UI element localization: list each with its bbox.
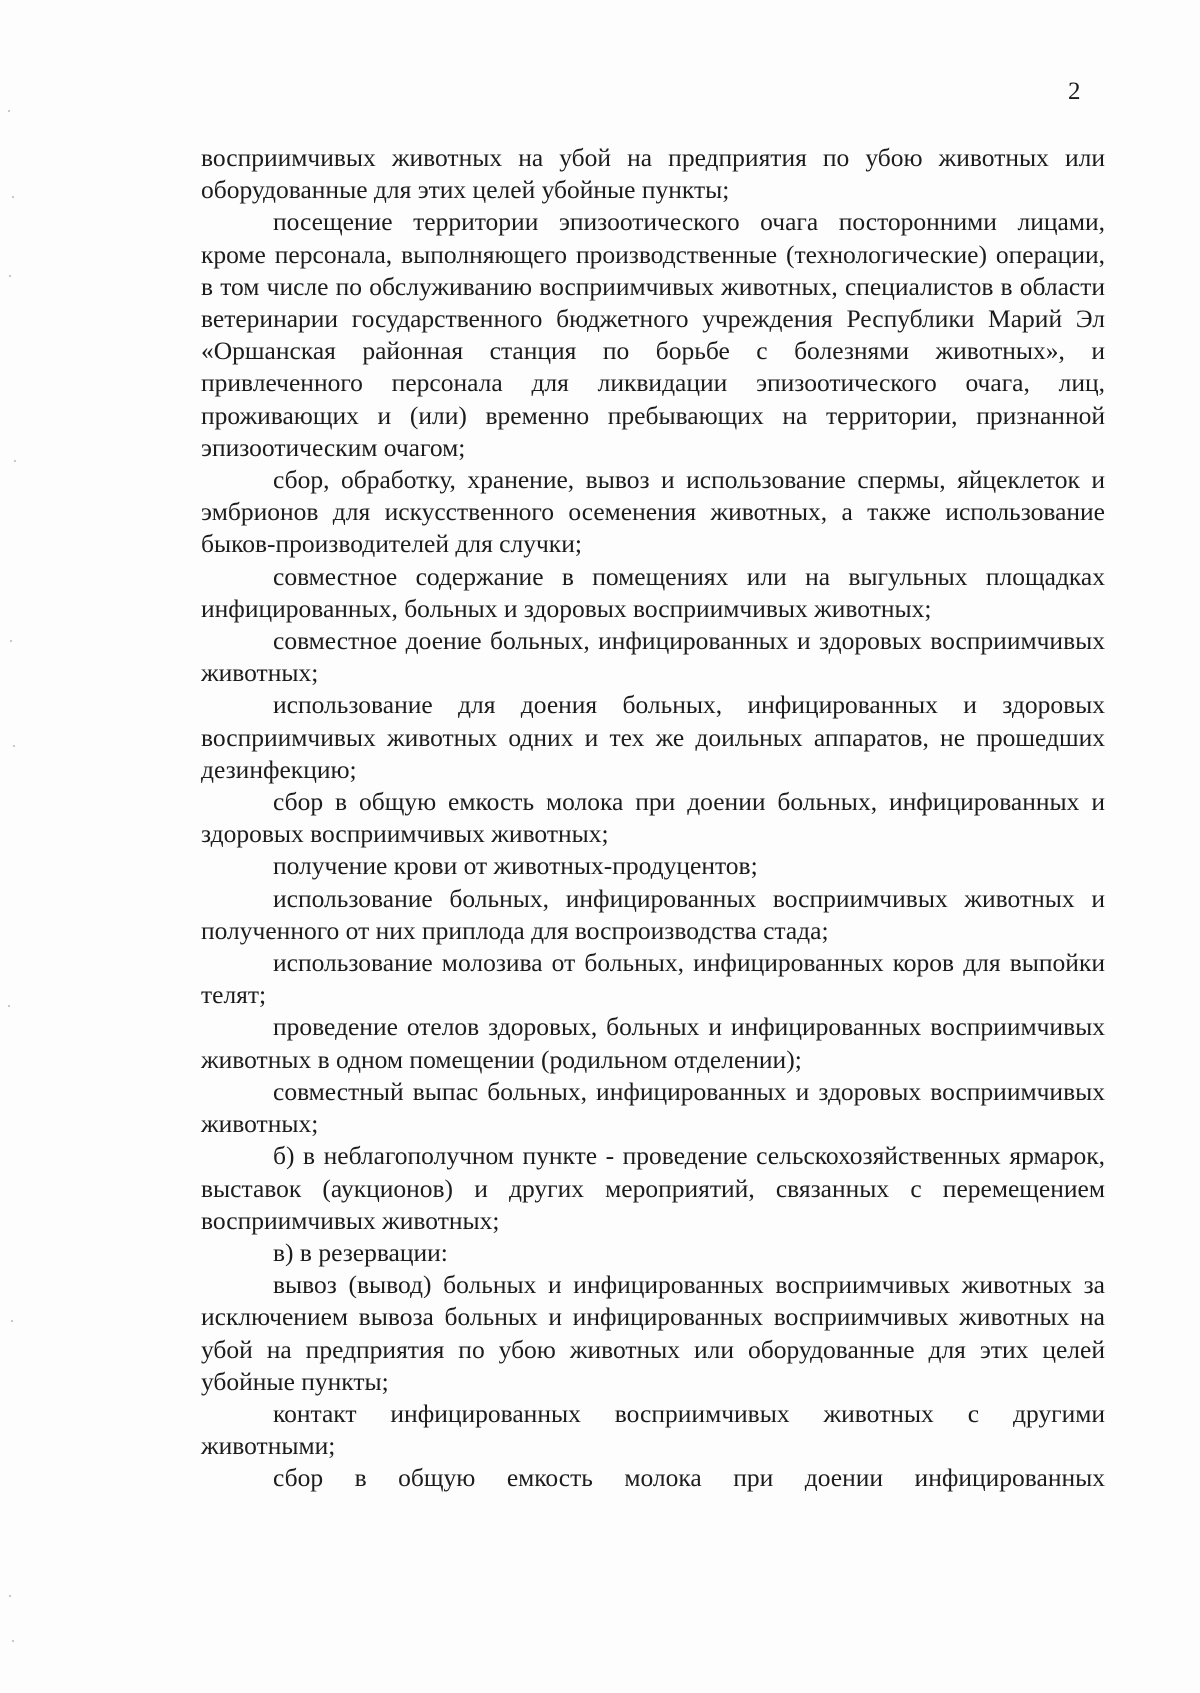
paragraph-visit-restriction: посещение территории эпизоотического очага посторонними лицами, кроме персонала, выполняющего производственные (технологические) операции, в том числе по обслуживанию восприимчивых животных, специалистов в области ветеринарии государственного бюджетного учреждения Республики Марий Эл «Оршанская районная станция по борьбе с болезнями животных», и привлеченного персонала для ликвидации эпизоотического очага, лиц, проживающих и (или) временно пребывающих на территории, признанной эпизоотическим очагом;: [201, 207, 1105, 462]
paragraph-semen-collection: сбор, обработку, хранение, вывоз и использование спермы, яйцеклеток и эмбрионов для искусственного осеменения животных, а также использование быков-производителей для случки;: [201, 465, 1105, 559]
paragraph-item-b: б) в неблагополучном пункте - проведение сельскохозяйственных ярмарок, выставок (аукционов) и других мероприятий, связанных с перемещением восприимчивых животных;: [201, 1141, 1105, 1235]
paragraph-colostrum: использование молозива от больных, инфицированных коров для выпойки телят;: [201, 948, 1105, 1010]
paragraph-calving: проведение отелов здоровых, больных и инфицированных восприимчивых животных в одном помещении (родильном отделении);: [201, 1012, 1105, 1074]
paragraph-item-v: в) в резервации:: [273, 1237, 448, 1267]
paragraph-contact: контакт инфицированных восприимчивых животных с другими животными;: [201, 1398, 1105, 1461]
paragraph-joint-milking: совместное доение больных, инфицированных и здоровых восприимчивых животных;: [201, 626, 1105, 688]
paragraph-milk-collection-reservation: сбор в общую емкость молока при доении инфицированных: [273, 1463, 1105, 1493]
document-body: [201, 142, 1105, 1495]
page-number: 2: [1068, 78, 1081, 105]
paragraph-continuation: восприимчивых животных на убой на предприятия по убою животных или оборудованные для этих целей убойные пункты;: [201, 143, 1105, 205]
paragraph-joint-keeping: совместное содержание в помещениях или на выгульных площадках инфицированных, больных и здоровых восприимчивых животных;: [201, 561, 1105, 623]
paragraph-blood-collection: получение крови от животных-продуцентов;: [273, 851, 758, 881]
paragraph-milking-machines: использование для доения больных, инфицированных и здоровых восприимчивых животных одних и тех же доильных аппаратов, не прошедших дезинфекцию;: [201, 690, 1105, 784]
paragraph-milk-collection: сбор в общую емкость молока при доении больных, инфицированных и здоровых восприимчивых животных;: [201, 787, 1105, 849]
paragraph-herd-reproduction: использование больных, инфицированных восприимчивых животных и полученного от них приплода для воспроизводства стада;: [201, 883, 1105, 945]
paragraph-removal: вывоз (вывод) больных и инфицированных восприимчивых животных за исключением вывоза больных и инфицированных восприимчивых животных на убой на предприятия по убою животных или оборудованные для этих целей убойные пункты;: [201, 1270, 1105, 1396]
paragraph-grazing: совместный выпас больных, инфицированных и здоровых восприимчивых животных;: [201, 1076, 1105, 1139]
